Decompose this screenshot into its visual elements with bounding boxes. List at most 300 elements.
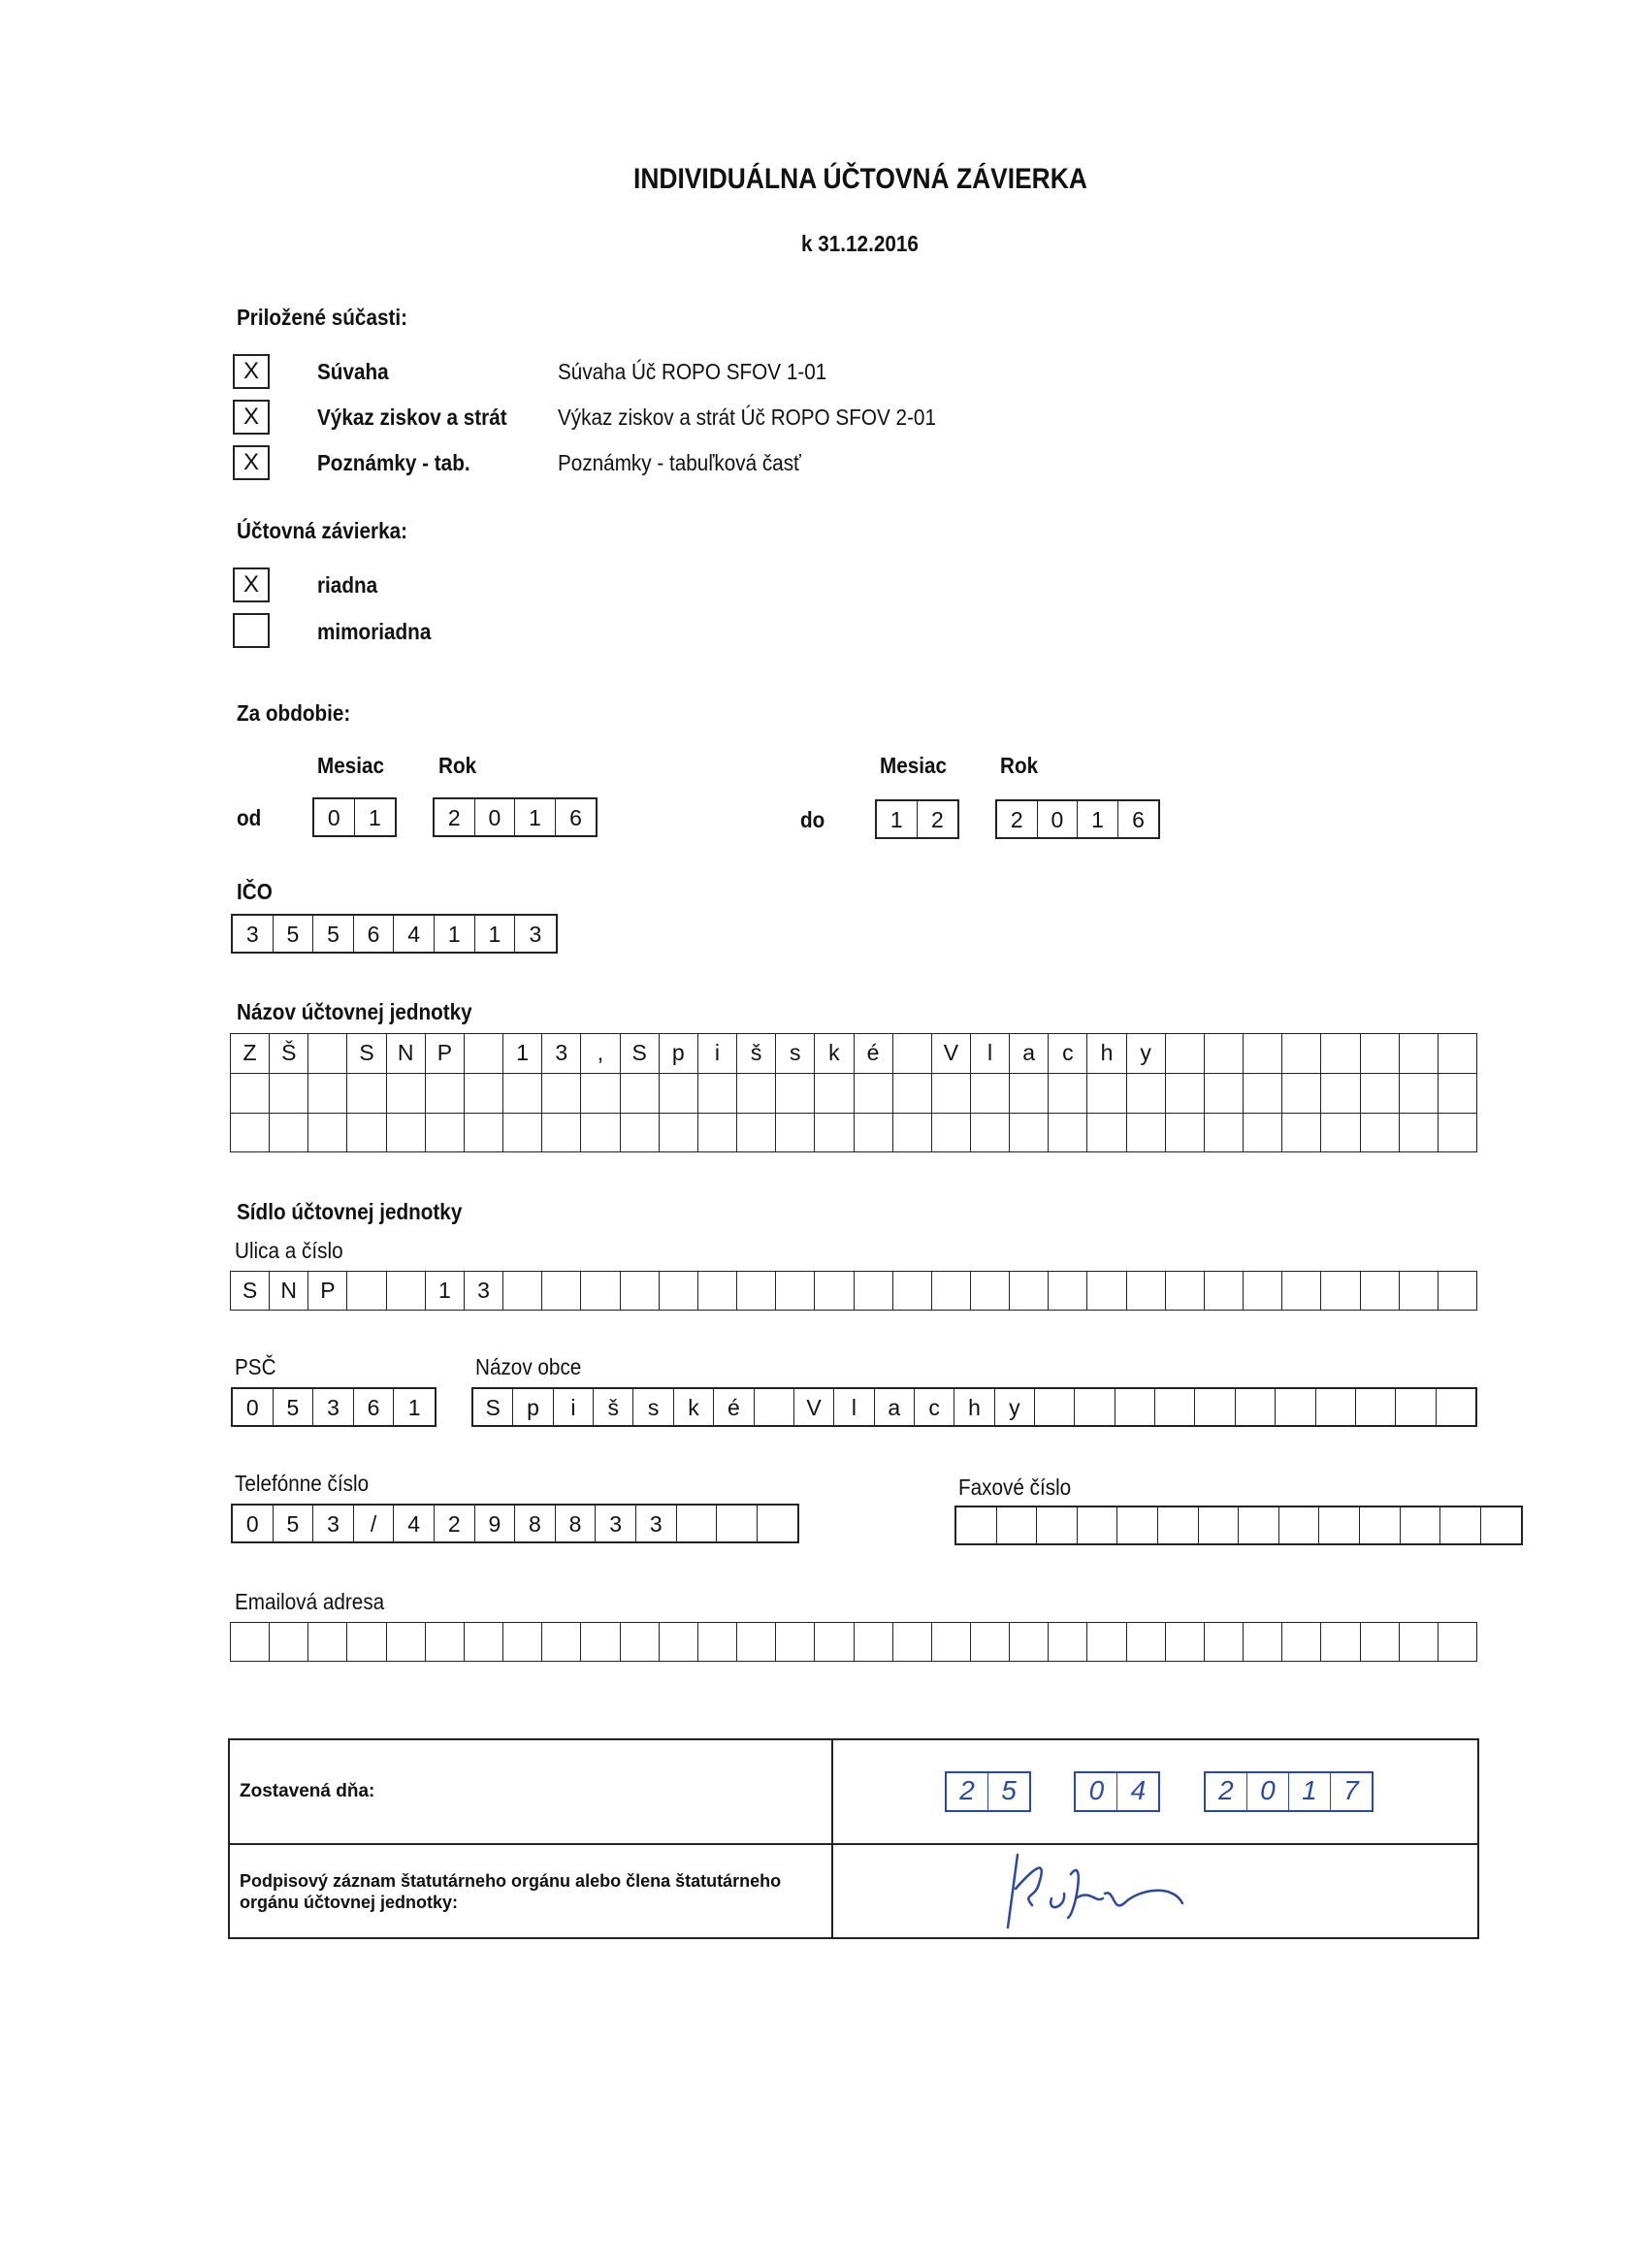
char-cell [755, 1389, 794, 1425]
char-cell [1204, 1622, 1243, 1662]
char-cell: 3 [233, 916, 274, 952]
checkbox-poznamky[interactable]: X [233, 445, 270, 480]
char-cell [1281, 1033, 1320, 1073]
char-cell [1243, 1271, 1281, 1311]
char-cell [1243, 1033, 1281, 1073]
char-cell [1048, 1073, 1086, 1113]
char-cell [892, 1073, 931, 1113]
checkbox-riadna[interactable]: X [233, 567, 270, 602]
char-cell [1399, 1033, 1438, 1073]
char-cell [1126, 1271, 1165, 1311]
char-cell [697, 1622, 736, 1662]
to-month-label: Mesiac [880, 753, 948, 778]
char-cell [997, 1507, 1038, 1543]
digit-cell: 2 [1206, 1773, 1247, 1810]
char-cell: Z [230, 1033, 269, 1073]
char-cell [425, 1622, 464, 1662]
char-cell [1281, 1622, 1320, 1662]
char-cell [659, 1113, 697, 1152]
char-cell [307, 1622, 346, 1662]
from-year-field[interactable] [433, 797, 598, 837]
char-cell [1126, 1622, 1165, 1662]
char-cell: k [674, 1389, 714, 1425]
char-cell [1204, 1271, 1243, 1311]
char-cell [307, 1113, 346, 1152]
char-cell: Š [269, 1033, 307, 1073]
char-cell [1481, 1507, 1522, 1543]
char-cell [931, 1073, 970, 1113]
char-cell [1239, 1507, 1279, 1543]
compiled-date-value-cell[interactable] [832, 1739, 1478, 1844]
char-cell: 6 [354, 1389, 395, 1425]
char-cell [307, 1073, 346, 1113]
char-cell: 5 [274, 916, 314, 952]
char-cell [736, 1073, 775, 1113]
char-cell [814, 1271, 853, 1311]
char-cell: i [554, 1389, 594, 1425]
char-cell [541, 1271, 580, 1311]
char-cell [1360, 1507, 1401, 1543]
char-cell [1281, 1073, 1320, 1113]
char-cell [659, 1073, 697, 1113]
char-cell: S [230, 1271, 269, 1311]
char-cell: P [425, 1033, 464, 1073]
fax-label: Faxové číslo [958, 1474, 1072, 1500]
char-cell [1126, 1073, 1165, 1113]
psc-label: PSČ [235, 1354, 276, 1379]
document-date: k 31.12.2016 [801, 231, 919, 256]
digit-cell: 1 [368, 805, 381, 830]
char-cell [1048, 1271, 1086, 1311]
char-cell [1356, 1389, 1396, 1425]
digit-cell: 0 [475, 799, 516, 835]
char-cell: k [814, 1033, 853, 1073]
ico-field[interactable] [231, 914, 558, 954]
char-cell [464, 1622, 502, 1662]
char-cell [620, 1073, 659, 1113]
char-cell [620, 1113, 659, 1152]
email-field[interactable] [230, 1622, 1477, 1662]
char-cell [659, 1271, 697, 1311]
char-cell [1165, 1033, 1204, 1073]
char-cell: h [1086, 1033, 1125, 1073]
char-cell: P [307, 1271, 346, 1311]
char-cell [931, 1113, 970, 1152]
from-year-label: Rok [438, 753, 477, 778]
from-label: od [237, 805, 262, 830]
digit-cell: 2 [997, 801, 1038, 837]
char-cell [1320, 1113, 1359, 1152]
char-cell [580, 1271, 619, 1311]
char-cell [346, 1271, 385, 1311]
char-cell: 1 [502, 1033, 541, 1073]
char-cell [1195, 1389, 1235, 1425]
char-cell [854, 1073, 892, 1113]
checkbox-suvaha[interactable]: X [233, 354, 270, 389]
char-cell [1165, 1073, 1204, 1113]
psc-field[interactable] [231, 1387, 436, 1427]
char-cell: 4 [394, 916, 435, 952]
digit-cell: 0 [1247, 1773, 1289, 1810]
char-cell [307, 1033, 346, 1073]
digit-cell: 2 [435, 799, 475, 835]
char-cell: š [594, 1389, 633, 1425]
char-cell [1009, 1073, 1048, 1113]
char-cell [1438, 1073, 1477, 1113]
char-cell: 3 [464, 1271, 502, 1311]
char-cell [931, 1622, 970, 1662]
char-cell [230, 1113, 269, 1152]
char-cell: S [346, 1033, 385, 1073]
char-cell [346, 1113, 385, 1152]
char-cell: l [970, 1033, 1009, 1073]
seat-heading: Sídlo účtovnej jednotky [237, 1199, 463, 1224]
char-cell [854, 1271, 892, 1311]
to-year-label: Rok [1000, 753, 1039, 778]
char-cell: 9 [475, 1506, 516, 1541]
char-cell [269, 1622, 307, 1662]
char-cell: 8 [556, 1506, 597, 1541]
char-cell [1204, 1113, 1243, 1152]
char-cell [1320, 1073, 1359, 1113]
char-cell [1243, 1073, 1281, 1113]
signature-cell[interactable] [832, 1844, 1478, 1938]
compiled-day[interactable] [945, 1771, 1031, 1812]
attachment-desc-suvaha: Súvaha Úč ROPO SFOV 1-01 [558, 359, 827, 384]
entity-name-row-1[interactable] [230, 1033, 1477, 1073]
char-cell [541, 1113, 580, 1152]
char-cell [1320, 1622, 1359, 1662]
char-cell: 0 [233, 1506, 274, 1541]
closing-label-mimoriadna: mimoriadna [317, 619, 432, 644]
city-field[interactable] [471, 1387, 1477, 1427]
entity-name-row-3[interactable] [230, 1113, 1477, 1152]
char-cell: s [775, 1033, 814, 1073]
char-cell [1236, 1389, 1276, 1425]
char-cell [1126, 1113, 1165, 1152]
closing-type-heading: Účtovná závierka: [237, 518, 408, 543]
char-cell: 1 [407, 1395, 421, 1420]
closing-label-riadna: riadna [317, 572, 378, 598]
char-cell: s [633, 1389, 673, 1425]
char-cell [892, 1271, 931, 1311]
char-cell [1116, 1389, 1155, 1425]
fax-field[interactable] [954, 1506, 1523, 1545]
char-cell [1399, 1113, 1438, 1152]
char-cell [1396, 1389, 1436, 1425]
to-month-field[interactable] [875, 799, 959, 839]
digit-cell: 1 [515, 799, 556, 835]
char-cell: 3 [541, 1033, 580, 1073]
email-label: Emailová adresa [235, 1589, 385, 1614]
char-cell [580, 1073, 619, 1113]
char-cell [1158, 1507, 1199, 1543]
char-cell [1117, 1507, 1158, 1543]
char-cell: 5 [313, 916, 354, 952]
char-cell [1086, 1113, 1125, 1152]
char-cell: S [473, 1389, 513, 1425]
attachment-desc-vykaz: Výkaz ziskov a strát Úč ROPO SFOV 2-01 [558, 405, 936, 430]
char-cell [1279, 1507, 1320, 1543]
char-cell: 5 [274, 1389, 314, 1425]
char-cell [620, 1622, 659, 1662]
char-cell: 3 [313, 1389, 354, 1425]
ico-label: IČO [237, 879, 273, 904]
char-cell [1320, 1033, 1359, 1073]
char-cell [1360, 1622, 1399, 1662]
char-cell [386, 1113, 425, 1152]
char-cell [1360, 1271, 1399, 1311]
char-cell: 3 [313, 1506, 354, 1541]
char-cell [230, 1622, 269, 1662]
char-cell [1399, 1622, 1438, 1662]
attachment-label-suvaha: Súvaha [317, 359, 389, 384]
char-cell: N [269, 1271, 307, 1311]
digit-cell: 1 [1078, 801, 1118, 837]
char-cell [269, 1113, 307, 1152]
digit-cell: 0 [1076, 1773, 1117, 1810]
char-cell [1399, 1271, 1438, 1311]
char-cell [1086, 1073, 1125, 1113]
char-cell [956, 1507, 997, 1543]
char-cell [697, 1271, 736, 1311]
char-cell [386, 1073, 425, 1113]
char-cell: y [1126, 1033, 1165, 1073]
char-cell [1401, 1507, 1441, 1543]
char-cell: p [659, 1033, 697, 1073]
char-cell [697, 1073, 736, 1113]
char-cell [775, 1271, 814, 1311]
char-cell [892, 1033, 931, 1073]
char-cell [970, 1271, 1009, 1311]
char-cell: V [794, 1389, 834, 1425]
char-cell [1086, 1622, 1125, 1662]
digit-cell: 0 [314, 799, 355, 835]
char-cell: l [834, 1389, 874, 1425]
char-cell [1165, 1622, 1204, 1662]
char-cell: V [931, 1033, 970, 1073]
char-cell [502, 1622, 541, 1662]
char-cell [1048, 1113, 1086, 1152]
document-title: INDIVIDUÁLNA ÚČTOVNÁ ZÁVIERKA [633, 163, 1087, 195]
char-cell [1438, 1622, 1477, 1662]
char-cell [854, 1622, 892, 1662]
char-cell [1035, 1389, 1075, 1425]
char-cell [775, 1073, 814, 1113]
char-cell [1165, 1271, 1204, 1311]
street-label: Ulica a číslo [235, 1238, 343, 1263]
char-cell: 3 [529, 922, 542, 947]
from-month-label: Mesiac [317, 753, 385, 778]
char-cell: é [714, 1389, 754, 1425]
attachments-heading: Priložené súčasti: [237, 305, 408, 330]
entity-name-label: Názov účtovnej jednotky [237, 999, 472, 1024]
char-cell [541, 1622, 580, 1662]
to-label: do [800, 807, 825, 832]
char-cell: N [386, 1033, 425, 1073]
char-cell: 3 [636, 1506, 677, 1541]
compiled-year[interactable] [1204, 1771, 1374, 1812]
char-cell [1037, 1507, 1078, 1543]
char-cell: 1 [425, 1271, 464, 1311]
signature-mark [979, 1845, 1192, 1932]
signature-label: Podpisový záznam štatutárneho orgánu alebo člena štatutárneho orgánu účtovnej jednotky: [240, 1870, 782, 1912]
char-cell: 4 [394, 1506, 435, 1541]
signature-table [228, 1738, 1479, 1939]
char-cell [1204, 1073, 1243, 1113]
digit-cell: 6 [569, 805, 582, 830]
char-cell [892, 1113, 931, 1152]
char-cell [814, 1622, 853, 1662]
char-cell [464, 1073, 502, 1113]
digit-cell: 0 [1038, 801, 1079, 837]
phone-label: Telefónne číslo [235, 1471, 370, 1496]
char-cell [1155, 1389, 1195, 1425]
char-cell [1319, 1507, 1360, 1543]
from-month-field[interactable] [312, 797, 397, 837]
char-cell [717, 1506, 758, 1541]
char-cell [1243, 1113, 1281, 1152]
period-heading: Za obdobie: [237, 700, 351, 726]
city-label: Názov obce [475, 1354, 582, 1379]
char-cell: 1 [475, 916, 516, 952]
char-cell: 0 [233, 1389, 274, 1425]
char-cell [541, 1073, 580, 1113]
char-cell [1438, 1033, 1477, 1073]
char-cell [1281, 1271, 1320, 1311]
attachment-label-poznamky: Poznámky - tab. [317, 450, 470, 475]
attachment-desc-poznamky: Poznámky - tabuľková časť [558, 450, 801, 475]
char-cell [775, 1113, 814, 1152]
digit-cell: 1 [877, 801, 918, 837]
char-cell [1009, 1113, 1048, 1152]
char-cell [1316, 1389, 1356, 1425]
char-cell: p [513, 1389, 553, 1425]
char-cell [580, 1113, 619, 1152]
char-cell [970, 1073, 1009, 1113]
char-cell [1009, 1271, 1048, 1311]
char-cell [814, 1113, 853, 1152]
compiled-month[interactable] [1074, 1771, 1160, 1812]
compiled-date-label-cell [229, 1739, 832, 1844]
char-cell [970, 1113, 1009, 1152]
char-cell [1399, 1073, 1438, 1113]
char-cell [580, 1622, 619, 1662]
char-cell [892, 1622, 931, 1662]
char-cell [386, 1622, 425, 1662]
char-cell [736, 1113, 775, 1152]
phone-field[interactable] [231, 1504, 799, 1543]
char-cell [502, 1271, 541, 1311]
char-cell [1360, 1033, 1399, 1073]
char-cell [1440, 1507, 1481, 1543]
char-cell [1086, 1271, 1125, 1311]
char-cell: i [697, 1033, 736, 1073]
char-cell [1165, 1113, 1204, 1152]
digit-cell: 7 [1343, 1775, 1359, 1805]
char-cell [677, 1506, 718, 1541]
char-cell [1204, 1033, 1243, 1073]
char-cell [1438, 1113, 1477, 1152]
char-cell [970, 1622, 1009, 1662]
checkbox-vykaz[interactable]: X [233, 400, 270, 435]
char-cell [1437, 1389, 1475, 1425]
compiled-date-label: Zostavená dňa: [240, 1781, 375, 1801]
char-cell [502, 1113, 541, 1152]
char-cell: š [736, 1033, 775, 1073]
char-cell [269, 1073, 307, 1113]
char-cell: h [954, 1389, 994, 1425]
to-year-field[interactable] [995, 799, 1160, 839]
char-cell [1281, 1113, 1320, 1152]
char-cell [425, 1073, 464, 1113]
char-cell [1320, 1271, 1359, 1311]
char-cell [931, 1271, 970, 1311]
char-cell [502, 1073, 541, 1113]
char-cell: S [620, 1033, 659, 1073]
street-field[interactable] [230, 1271, 1477, 1311]
signature-label-cell [229, 1844, 832, 1938]
char-cell: , [580, 1033, 619, 1073]
char-cell [1276, 1389, 1315, 1425]
digit-cell: 4 [1130, 1775, 1147, 1805]
char-cell [1243, 1622, 1281, 1662]
char-cell: a [1009, 1033, 1048, 1073]
char-cell [1075, 1389, 1115, 1425]
digit-cell: 2 [930, 807, 944, 832]
char-cell: a [875, 1389, 915, 1425]
attachment-label-vykaz: Výkaz ziskov a strát [317, 405, 507, 430]
char-cell [758, 1506, 798, 1541]
char-cell [659, 1622, 697, 1662]
digit-cell: 1 [1289, 1773, 1331, 1810]
char-cell: 6 [354, 916, 395, 952]
char-cell [697, 1113, 736, 1152]
char-cell [230, 1073, 269, 1113]
char-cell [1009, 1622, 1048, 1662]
char-cell [1438, 1271, 1477, 1311]
char-cell: 1 [435, 916, 475, 952]
char-cell [346, 1073, 385, 1113]
char-cell [1199, 1507, 1240, 1543]
char-cell: 8 [515, 1506, 556, 1541]
digit-cell: 2 [947, 1773, 988, 1810]
char-cell: y [995, 1389, 1035, 1425]
char-cell [346, 1622, 385, 1662]
char-cell [814, 1073, 853, 1113]
char-cell: 3 [596, 1506, 636, 1541]
digit-cell: 5 [1001, 1775, 1017, 1805]
char-cell: c [1048, 1033, 1086, 1073]
checkbox-mimoriadna[interactable] [233, 613, 270, 648]
char-cell [1360, 1073, 1399, 1113]
char-cell [425, 1113, 464, 1152]
char-cell: 2 [435, 1506, 475, 1541]
char-cell [1048, 1622, 1086, 1662]
entity-name-row-2[interactable] [230, 1073, 1477, 1113]
char-cell [464, 1033, 502, 1073]
char-cell [775, 1622, 814, 1662]
char-cell [854, 1113, 892, 1152]
char-cell [386, 1271, 425, 1311]
char-cell [1078, 1507, 1118, 1543]
char-cell [1360, 1113, 1399, 1152]
char-cell [736, 1271, 775, 1311]
char-cell: é [854, 1033, 892, 1073]
char-cell: c [915, 1389, 954, 1425]
digit-cell: 6 [1132, 807, 1145, 832]
char-cell: / [354, 1506, 395, 1541]
